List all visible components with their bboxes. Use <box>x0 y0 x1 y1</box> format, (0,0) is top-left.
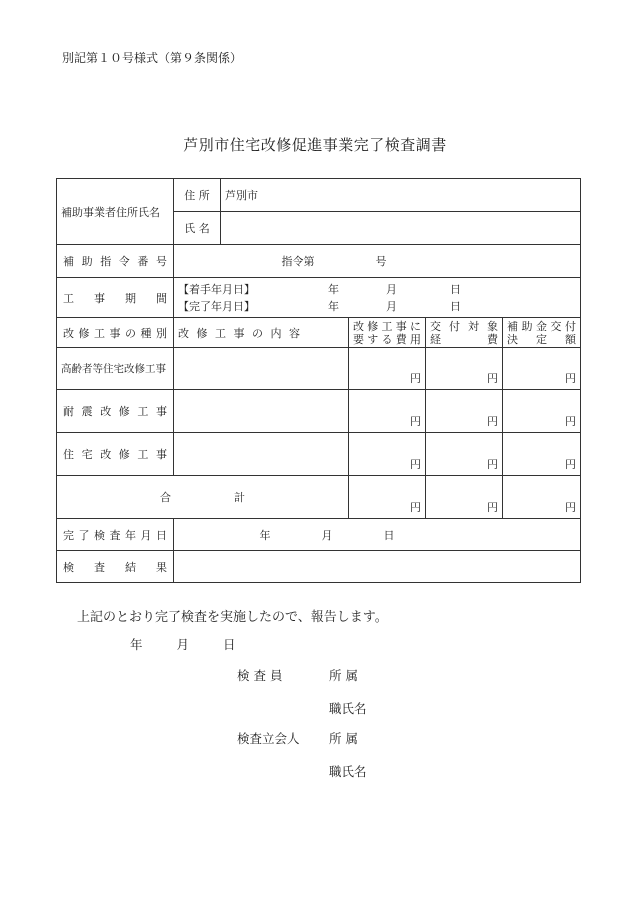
table-row <box>57 390 581 433</box>
inspector-affiliation-label: 所 属 <box>329 668 358 683</box>
row-grant[interactable]: 円 <box>503 348 581 390</box>
col-cost-header: 改修工事に 要する費用 <box>349 318 426 348</box>
report-date[interactable] <box>130 635 235 653</box>
period-label: 工事期間 <box>57 278 174 318</box>
inspection-date-cell[interactable] <box>174 519 581 551</box>
address-value[interactable]: 芦別市 <box>221 179 581 212</box>
total-row <box>57 476 581 519</box>
row-content[interactable] <box>174 433 349 476</box>
start-label: 【着手年月日】 <box>178 282 255 296</box>
start-month: 月 <box>386 282 397 296</box>
row-content[interactable] <box>174 390 349 433</box>
col-content-header: 改 修 工 事 の 内 容 <box>174 318 349 348</box>
report-year: 年 <box>130 637 143 652</box>
row-eligible[interactable]: 円 <box>426 348 503 390</box>
witness-label: 検査立会人 <box>237 731 300 746</box>
col-eligible-header: 交付対象 経費 <box>426 318 503 348</box>
inspector-label: 検 査 員 <box>237 668 283 683</box>
name-value[interactable] <box>221 212 581 245</box>
row-label-housing: 住宅改修工事 <box>57 433 174 476</box>
document-title: 芦別市住宅改修促進事業完了検査調書 <box>183 136 447 154</box>
row-grant[interactable]: 円 <box>503 433 581 476</box>
witness-affiliation-label: 所 属 <box>329 731 358 746</box>
table-row <box>57 433 581 476</box>
total-eligible[interactable]: 円 <box>426 476 503 519</box>
result-cell[interactable] <box>174 551 581 583</box>
row-cost[interactable]: 円 <box>349 390 426 433</box>
start-year: 年 <box>328 282 339 296</box>
end-year: 年 <box>328 299 339 313</box>
end-label: 【完了年月日】 <box>178 299 255 313</box>
row-eligible[interactable]: 円 <box>426 390 503 433</box>
form-reference: 別記第１０号様式（第９条関係） <box>62 51 243 65</box>
end-month: 月 <box>386 299 397 313</box>
inspection-month: 月 <box>321 528 333 542</box>
statement: 上記のとおり完了検査を実施したので、報告します。 <box>77 610 388 625</box>
report-day: 日 <box>222 637 236 652</box>
order-number-label: 補助指令番号 <box>57 245 174 278</box>
applicant-label-cell <box>57 179 174 245</box>
end-date-row <box>178 298 576 315</box>
row-grant[interactable]: 円 <box>503 390 581 433</box>
col-type-header: 改修工事の種別 <box>57 318 174 348</box>
result-label: 検査結果 <box>57 551 174 583</box>
order-number-cell[interactable] <box>174 245 581 278</box>
order-prefix: 指令第 <box>281 255 315 268</box>
inspection-day: 日 <box>383 528 395 542</box>
row-cost[interactable]: 円 <box>349 433 426 476</box>
row-label-seismic: 耐震改修工事 <box>57 390 174 433</box>
total-cost[interactable]: 円 <box>349 476 426 519</box>
total-grant[interactable]: 円 <box>503 476 581 519</box>
report-month: 月 <box>176 637 189 652</box>
row-content[interactable] <box>174 348 349 390</box>
inspection-year: 年 <box>259 528 271 542</box>
total-label-right: 計 <box>234 491 245 504</box>
inspection-table <box>56 178 581 583</box>
inspector-name-label: 職氏名 <box>329 701 367 716</box>
order-suffix: 号 <box>375 255 387 268</box>
table-row <box>57 348 581 390</box>
total-label-left: 合 <box>160 491 171 504</box>
row-cost[interactable]: 円 <box>349 348 426 390</box>
row-eligible[interactable]: 円 <box>426 433 503 476</box>
end-day: 日 <box>450 299 461 313</box>
col-grant-header: 補助金交付 決定額 <box>503 318 581 348</box>
row-label-elderly: 高齢者等住宅改修工事 <box>57 348 174 390</box>
witness-name-label: 職氏名 <box>329 764 367 779</box>
period-cell[interactable] <box>174 278 581 318</box>
address-label: 住 所 <box>174 179 221 212</box>
start-day: 日 <box>450 282 461 296</box>
inspection-date-label: 完了検査年月日 <box>57 519 174 551</box>
applicant-label: 補助事業者住所氏名 <box>61 205 160 219</box>
start-date-row <box>178 281 576 298</box>
name-label: 氏 名 <box>174 212 221 245</box>
total-label-cell <box>57 476 349 519</box>
